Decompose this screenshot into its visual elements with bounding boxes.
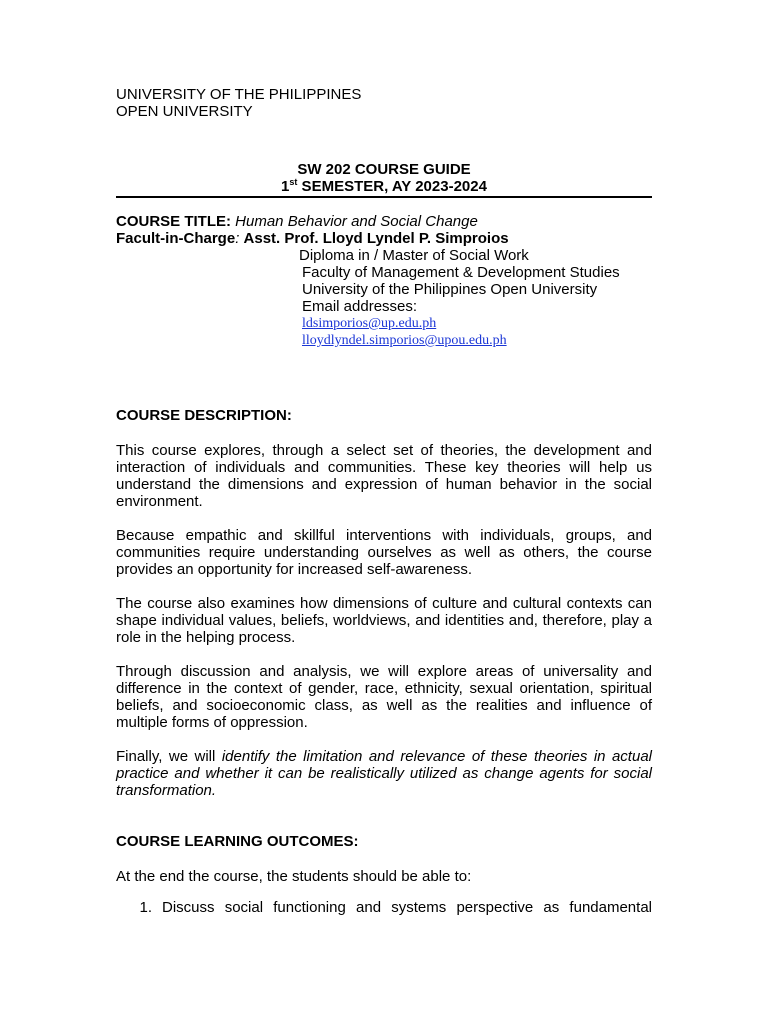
course-title-row	[116, 213, 652, 230]
course-title-value: Human Behavior and Social Change	[235, 213, 478, 230]
faculty-label: Facult-in-Charge	[116, 230, 236, 247]
description-paragraph: The course also examines how dimensions of culture and cultural contexts can shape individual values, beliefs, worldviews, and identities and, therefore, play a role in the helping process.	[116, 595, 652, 646]
email-link[interactable]: lloydlyndel.simporios@upou.edu.ph	[302, 333, 507, 348]
university-name: UNIVERSITY OF THE PHILIPPINES	[116, 86, 362, 103]
description-paragraph: Because empathic and skillful interventions with individuals, groups, and communities require understanding ourselves as well as others, the course provides an opportunity for increased self-awareness.	[116, 527, 652, 578]
document-page	[116, 86, 652, 916]
email-link[interactable]: ldsimporios@up.edu.ph	[302, 316, 437, 331]
description-paragraph-final	[116, 748, 652, 799]
final-paragraph-italic: identify the limitation and relevance of these theories in actual practice and whether it can be realistically utilized as change agents for social transformation.	[116, 748, 652, 799]
faculty-name: Asst. Prof. Lloyd Lyndel P. Simproios	[243, 230, 509, 247]
semester-number: 1	[281, 178, 290, 195]
description-paragraph: Through discussion and analysis, we will explore areas of universality and difference in the context of gender, race, ethnicity, sexual orientation, spiritual beliefs, and socioeconomic class, as well as the realities and influence of multiple forms of oppression.	[116, 663, 652, 731]
faculty-details	[116, 247, 652, 349]
guide-title: SW 202 COURSE GUIDE	[297, 161, 471, 178]
list-item-number: 1.	[139, 899, 152, 916]
faculty-detail-line: Diploma in / Master of Social Work	[299, 247, 529, 264]
course-title-label: COURSE TITLE:	[116, 213, 231, 230]
faculty-detail-line: Email addresses:	[302, 298, 418, 315]
faculty-row	[116, 230, 652, 247]
university-unit: OPEN UNIVERSITY	[116, 103, 253, 120]
faculty-detail-line: University of the Philippines Open University	[302, 281, 598, 298]
semester-text: SEMESTER, AY 2023-2024	[297, 178, 487, 195]
semester-line	[116, 178, 652, 198]
faculty-detail-line: Faculty of Management & Development Studies	[302, 264, 620, 281]
outcomes-intro: At the end the course, the students should be able to:	[116, 868, 472, 885]
description-paragraph: This course explores, through a select set of theories, the development and interaction of individuals and communities. These key theories will help us understand the dimensions and expression of human behavior in the social environment.	[116, 442, 652, 510]
faculty-colon: :	[235, 230, 240, 247]
semester-superscript: st	[289, 177, 298, 187]
list-item	[116, 899, 652, 916]
description-heading: COURSE DESCRIPTION:	[116, 407, 292, 424]
list-item-text: Discuss social functioning and systems perspective as fundamental	[162, 899, 652, 916]
outcomes-heading: COURSE LEARNING OUTCOMES:	[116, 833, 359, 850]
final-paragraph-lead: Finally, we will	[116, 748, 222, 765]
